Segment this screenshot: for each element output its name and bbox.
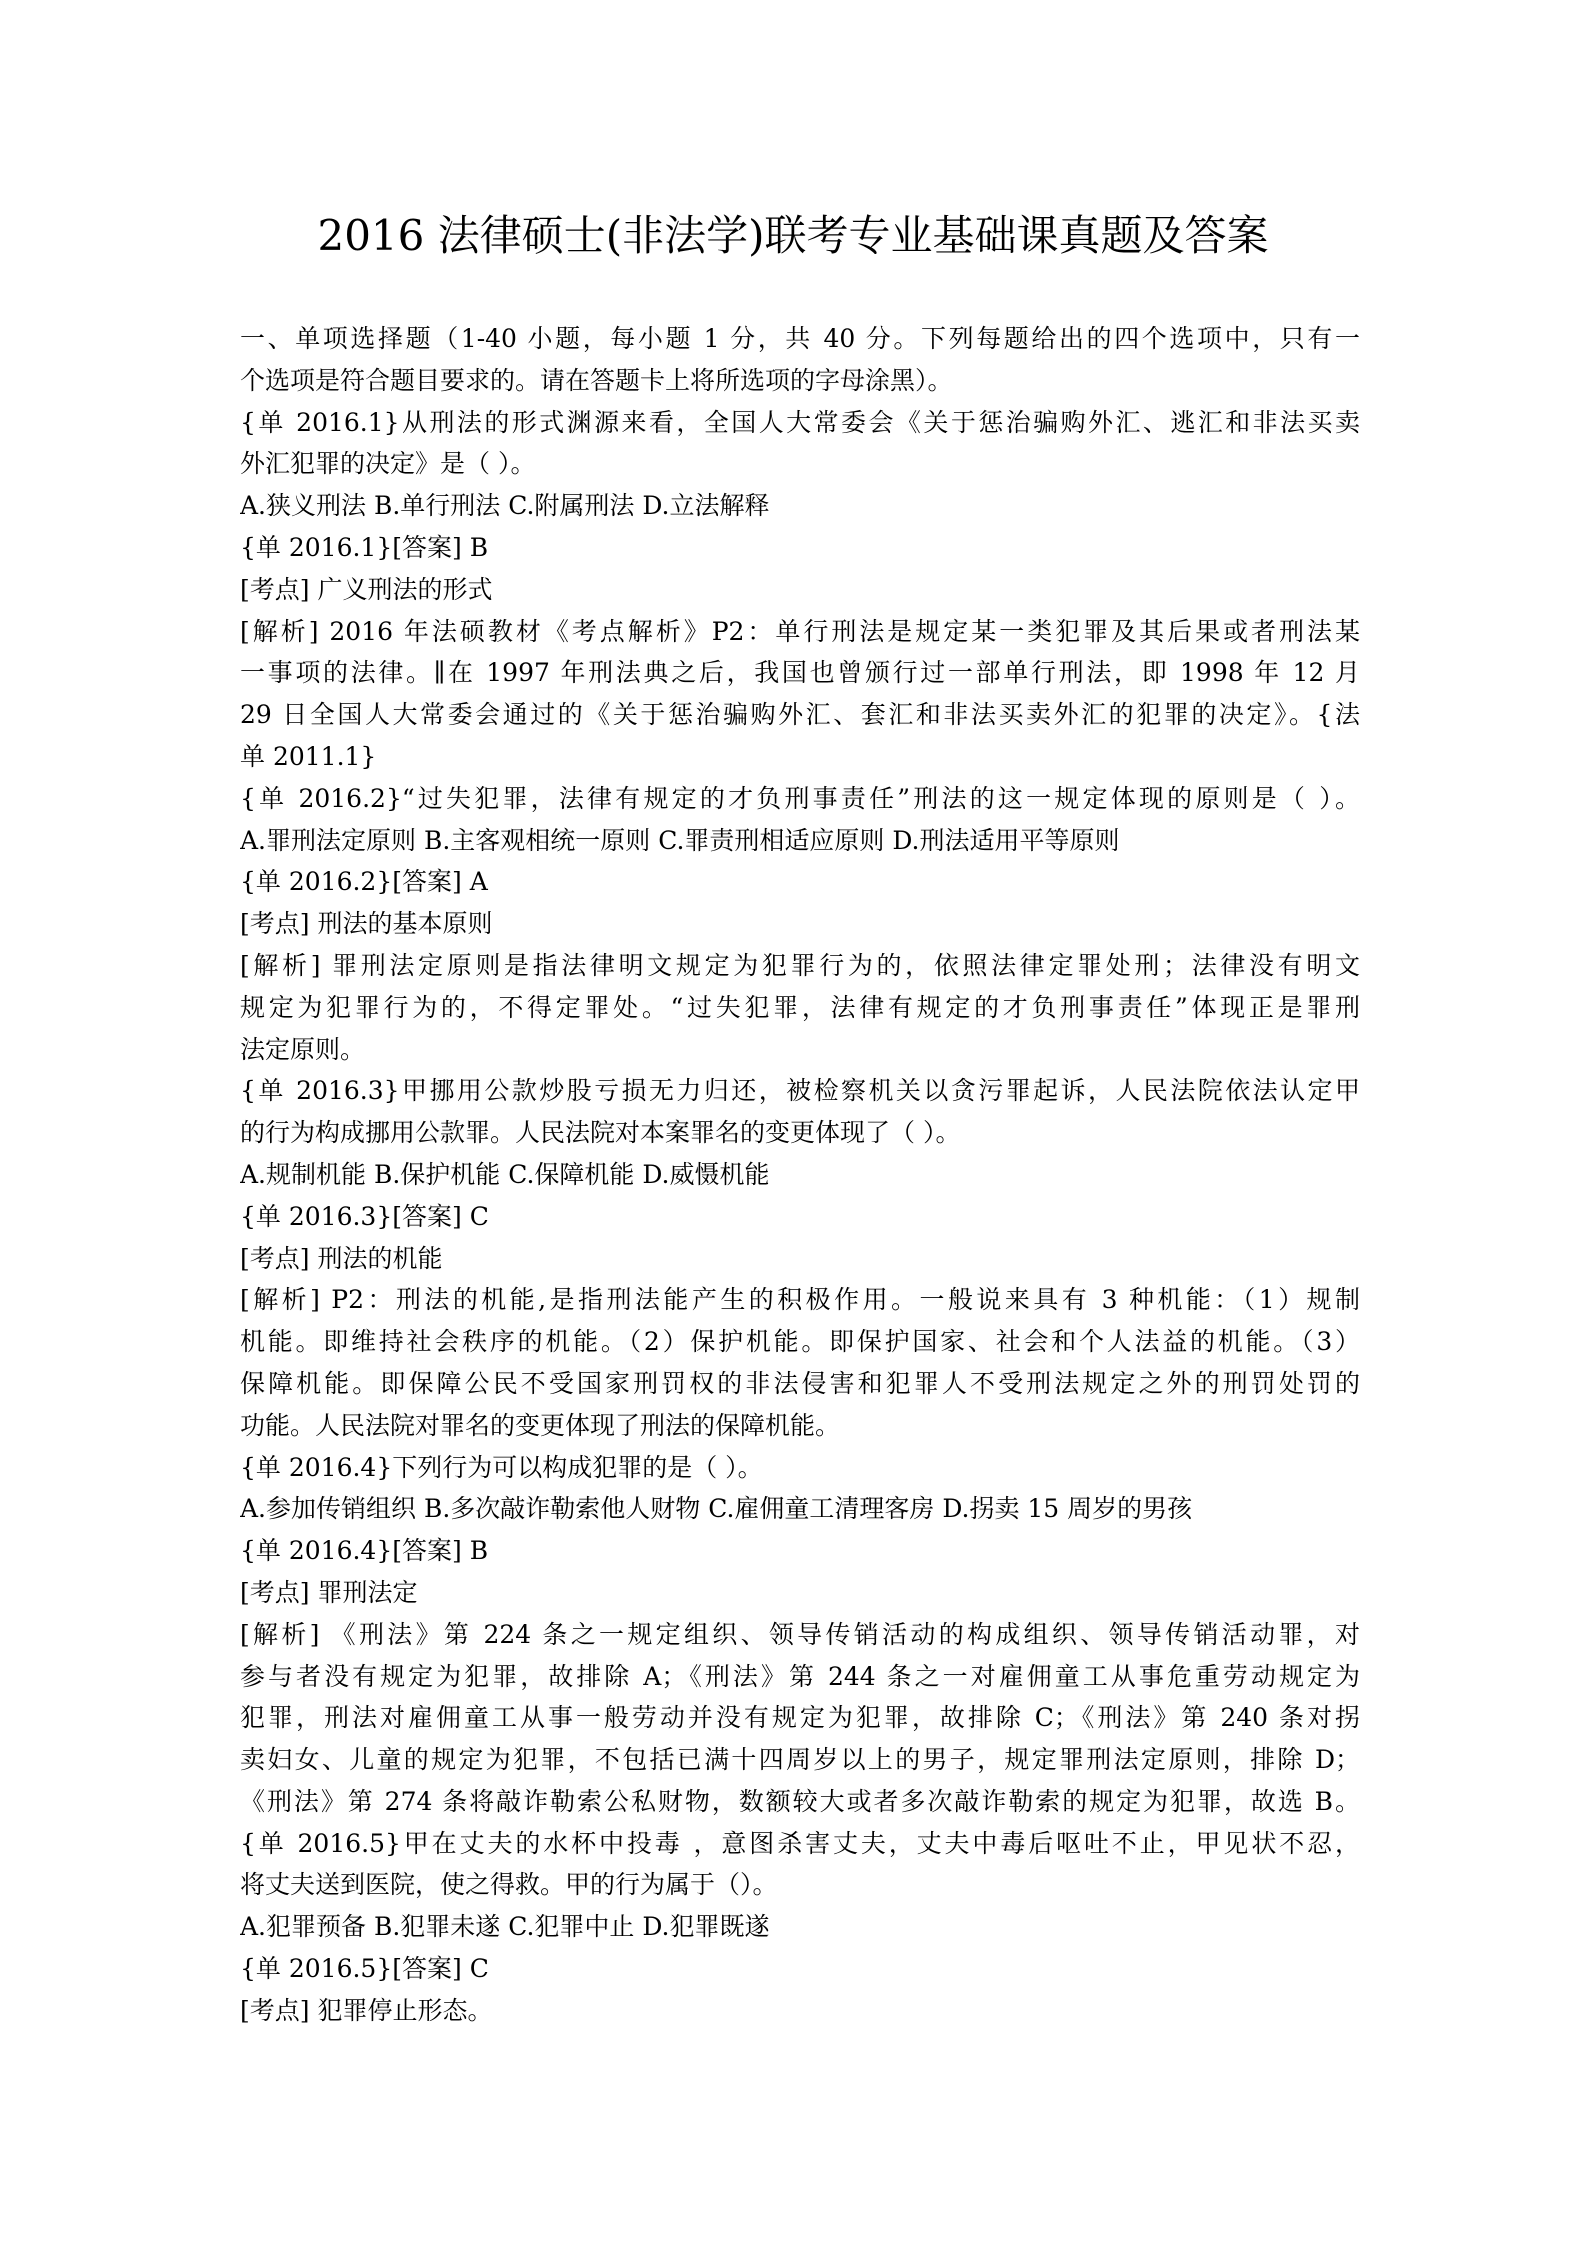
text-line: {单 2016.5}甲在丈夫的水杯中投毒 ，意图杀害丈夫，丈夫中毒后呕吐不止，甲见状不忍， — [240, 1828, 1360, 1858]
text-line: [考点] 刑法的基本原则 — [240, 909, 493, 939]
text-line: A.狭义刑法 B.单行刑法 C.附属刑法 D.立法解释 — [240, 491, 770, 521]
text-line: [考点] 犯罪停止形态。 — [240, 1995, 493, 2025]
text-line: [解析] 罪刑法定原则是指法律明文规定为犯罪行为的，依照法律定罪处刑；法律没有明文 — [240, 950, 1360, 980]
text-line: [考点] 罪刑法定 — [240, 1577, 418, 1607]
text-line: 单 2011.1} — [240, 741, 377, 771]
text-line: {单 2016.3}[答案] C — [240, 1201, 489, 1231]
text-line: 个选项是符合题目要求的。请在答题卡上将所选项的字母涂黑）。 — [240, 365, 953, 395]
text-line: 机能。即维持社会秩序的机能。（2）保护机能。即保护国家、社会和个人法益的机能。（3） — [240, 1327, 1360, 1357]
text-line: [考点] 广义刑法的形式 — [240, 574, 493, 604]
document-body — [240, 318, 1360, 2032]
text-line: [考点] 刑法的机能 — [240, 1243, 443, 1273]
page-title: 2016 法律硕士(非法学)联考专业基础课真题及答案 — [317, 211, 1269, 260]
text-line: {单 2016.2}“过失犯罪，法律有规定的才负刑事责任”刑法的这一规定体现的原则是（ ）。 — [240, 783, 1360, 813]
text-line: A.规制机能 B.保护机能 C.保障机能 D.威慑机能 — [240, 1159, 770, 1189]
text-line: {单 2016.1}[答案] B — [240, 532, 489, 562]
text-line: {单 2016.2}[答案] A — [240, 867, 488, 897]
text-line: 外汇犯罪的决定》是（ ）。 — [240, 449, 536, 479]
text-line: {单 2016.4}[答案] B — [240, 1536, 489, 1566]
text-line: 一事项的法律。∥在 1997 年刑法典之后，我国也曾颁行过一部单行刑法，即 1998 年 12 月 — [240, 658, 1360, 688]
text-line: 规定为犯罪行为的，不得定罪处。“过失犯罪，法律有规定的才负刑事责任”体现正是罪刑 — [240, 992, 1360, 1022]
text-line: [解析] 《刑法》第 224 条之一规定组织、领导传销活动的构成组织、领导传销活动罪，对 — [240, 1619, 1360, 1649]
text-line: 功能。人民法院对罪名的变更体现了刑法的保障机能。 — [240, 1410, 841, 1440]
text-line: A.犯罪预备 B.犯罪未遂 C.犯罪中止 D.犯罪既遂 — [240, 1912, 770, 1942]
text-line: 保障机能。即保障公民不受国家刑罚权的非法侵害和犯罪人不受刑法规定之外的刑罚处罚的 — [240, 1368, 1360, 1398]
text-line: {单 2016.4}下列行为可以构成犯罪的是（ ）。 — [240, 1452, 763, 1482]
text-line: {单 2016.1}从刑法的形式渊源来看，全国人大常委会《关于惩治骗购外汇、逃汇和非法买卖 — [240, 407, 1360, 437]
text-line: {单 2016.3}甲挪用公款炒股亏损无力归还，被检察机关以贪污罪起诉，人民法院依法认定甲 — [240, 1076, 1360, 1106]
text-line: 一、单项选择题（1-40 小题，每小题 1 分，共 40 分。下列每题给出的四个选项中，只有一 — [240, 324, 1360, 353]
text-line: 法定原则。 — [240, 1034, 366, 1064]
text-line: 《刑法》第 274 条将敲诈勒索公私财物，数额较大或者多次敲诈勒索的规定为犯罪，故选 B。 — [240, 1786, 1360, 1816]
text-line: 将丈夫送到医院，使之得救。甲的行为属于（）。 — [240, 1870, 778, 1900]
text-line: 参与者没有规定为犯罪，故排除 A；《刑法》第 244 条之一对雇佣童工从事危重劳动规定为 — [240, 1661, 1360, 1691]
text-line: 29 日全国人大常委会通过的《关于惩治骗购外汇、套汇和非法买卖外汇的犯罪的决定》。{法 — [240, 700, 1360, 730]
text-line: 卖妇女、儿童的规定为犯罪，不包括已满十四周岁以上的男子，规定罪刑法定原则，排除 D； — [240, 1745, 1360, 1775]
text-line: 犯罪，刑法对雇佣童工从事一般劳动并没有规定为犯罪，故排除 C；《刑法》第 240 条对拐 — [240, 1703, 1360, 1733]
text-line: {单 2016.5}[答案] C — [240, 1954, 489, 1984]
text-line: A.罪刑法定原则 B.主客观相统一原则 C.罪责刑相适应原则 D.刑法适用平等原则 — [240, 825, 1120, 855]
text-line: [解析] P2：刑法的机能,是指刑法能产生的积极作用。一般说来具有 3 种机能：（1）规制 — [240, 1285, 1360, 1315]
text-line: [解析] 2016 年法硕教材《考点解析》P2：单行刑法是规定某一类犯罪及其后果或者刑法某 — [240, 616, 1360, 646]
text-line: 的行为构成挪用公款罪。人民法院对本案罪名的变更体现了（ ）。 — [240, 1118, 961, 1148]
text-line: A.参加传销组织 B.多次敲诈勒索他人财物 C.雇佣童工清理客房 D.拐卖 15 周岁的男孩 — [240, 1494, 1193, 1524]
